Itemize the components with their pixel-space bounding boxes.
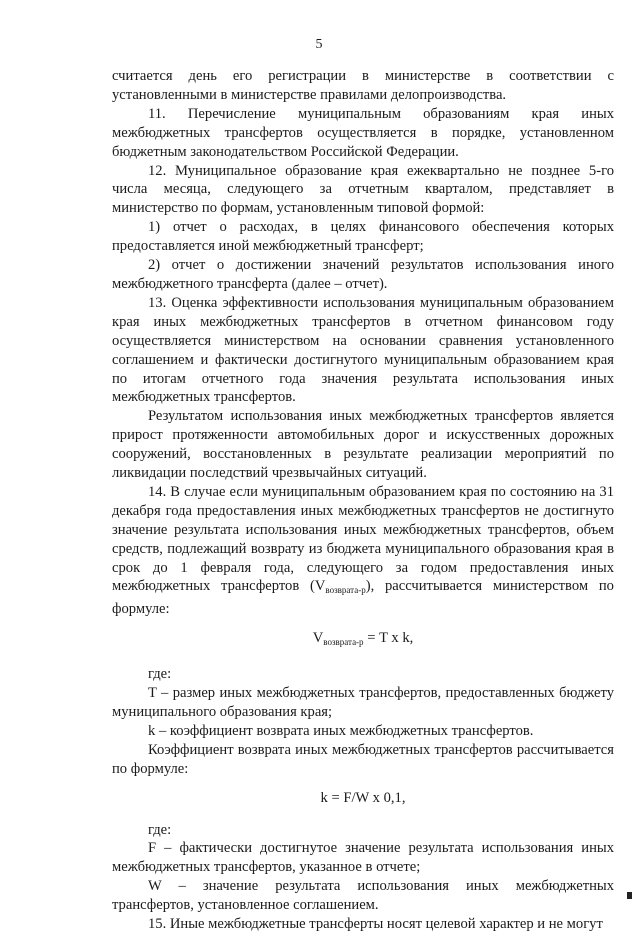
paragraph-15: 15. Иные межбюджетные трансферты носят целевой характер и не могут xyxy=(148,916,603,933)
definition-f: F – фактически достигнутое значение результата использования иных межбюджетных трансфертов, указанное в отчете; xyxy=(112,840,614,876)
formula-return-volume xyxy=(112,629,614,652)
formula-return-volume-subscript: возврата-р xyxy=(323,637,364,648)
formula-coefficient: k = F/W x 0,1, xyxy=(320,789,406,806)
formula-return-volume-var: V xyxy=(312,630,324,647)
paragraph-12: 12. Муниципальное образование края ежеквартально не позднее 5-го числа месяца, следующего за отчетным кварталом, представляет в министерство по формам, установленным типовой формой: xyxy=(112,162,614,217)
page-number: 5 xyxy=(315,37,323,52)
paragraph-12-item-2: 2) отчет о достижении значений результатов использования иного межбюджетного трансферта (далее – отчет). xyxy=(112,257,614,292)
document-body xyxy=(112,67,614,934)
definition-w: W – значение результата использования иных межбюджетных трансфертов, установленное соглашением. xyxy=(112,878,614,914)
paragraph-14-text-a: 14. В случае если муниципальным образованием края по состоянию на 31 декабря года предоставления иных межбюджетных трансфертов не достигнуто значение результата использования иных межбюджетных трансфертов, объем средств, подлежащий возврату из бюджета муниципального образования края в срок до 1 февраля года, следующего за годом предоставления иных межбюджетных трансфертов (V xyxy=(112,483,614,595)
definition-k: k – коэффициент возврата иных межбюджетных трансфертов. xyxy=(148,722,534,739)
scan-corner-mark xyxy=(627,892,632,899)
formula-return-volume-rest: = T x k, xyxy=(363,630,414,647)
definition-t: T – размер иных межбюджетных трансфертов, предоставленных бюджету муниципального образования края; xyxy=(112,685,614,720)
where-label-1: где: xyxy=(148,666,172,683)
paragraph-11: 11. Перечисление муниципальным образованиям края иных межбюджетных трансфертов осуществляется в порядке, установленном бюджетным законодательством Российской Федерации. xyxy=(112,105,614,160)
coefficient-intro: Коэффициент возврата иных межбюджетных трансфертов рассчитывается по формуле: xyxy=(112,741,614,777)
paragraph-14 xyxy=(112,483,614,619)
paragraph-continuation: считается день его регистрации в министерстве в соответствии с установленными в министерстве правилами делопроизводства. xyxy=(112,68,614,103)
paragraph-12-item-1: 1) отчет о расходах, в целях финансового обеспечения которых предоставляется иной межбюджетный трансферт; xyxy=(112,219,614,255)
paragraph-14-text-b: ), рассчитывается министерством по формуле: xyxy=(112,578,614,618)
where-label-2: где: xyxy=(148,821,172,838)
paragraph-13-result: Результатом использования иных межбюджетных трансфертов является прирост протяженности автомобильных дорог и искусственных дорожных сооружений, восстановленных в результате реализации мероприятий по ликвидации последствий чрезвычайных ситуаций. xyxy=(112,408,614,482)
paragraph-14-subscript: возврата-р xyxy=(325,585,366,596)
paragraph-13: 13. Оценка эффективности использования муниципальным образованием края иных межбюджетных трансфертов в отчетном финансовом году осуществляется министерством на основании сравнения установленного соглашением и фактически достигнутого муниципальным образованием края по итогам отчетного года значения результата использования иных межбюджетных трансфертов. xyxy=(112,294,614,406)
